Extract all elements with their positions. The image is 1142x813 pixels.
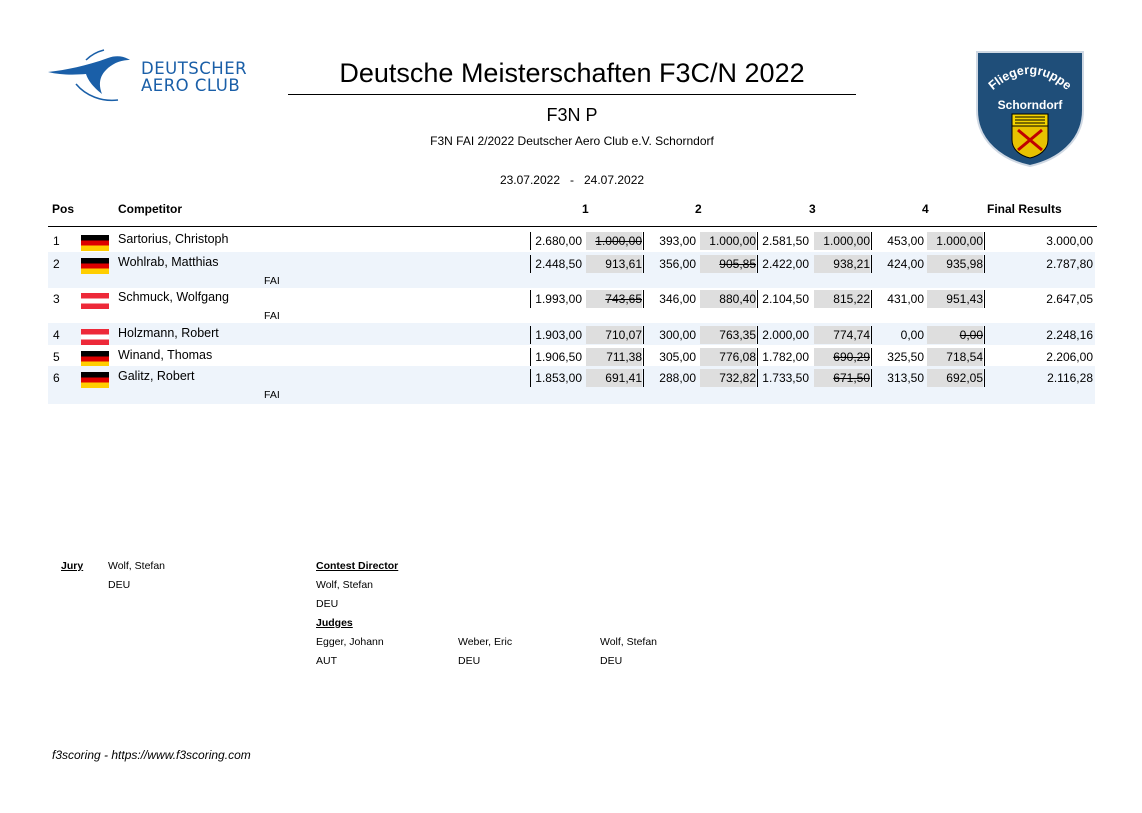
contest-director-label: Contest Director xyxy=(316,560,399,572)
column-separator xyxy=(643,290,644,308)
round-4-normalized-score: 0,00 xyxy=(927,326,983,344)
contest-director-name: Wolf, Stefan xyxy=(316,579,374,591)
table-row xyxy=(48,345,1095,366)
column-header-pos: Pos xyxy=(52,202,75,216)
round-1-raw-score: 2.680,00 xyxy=(535,234,582,248)
column-separator xyxy=(643,232,644,250)
column-separator xyxy=(643,348,644,366)
competitor-name: Winand, Thomas xyxy=(118,348,213,362)
judge-country: AUT xyxy=(316,655,337,667)
round-2-raw-score: 288,00 xyxy=(659,371,696,385)
round-1-normalized-score: 711,38 xyxy=(586,348,642,366)
round-4-raw-score: 313,50 xyxy=(887,371,924,385)
round-3-raw-score: 1.733,50 xyxy=(762,371,809,385)
club-logo-bottom-text: Schorndorf xyxy=(997,98,1063,112)
jury-country: DEU xyxy=(108,579,131,591)
country-flag-icon xyxy=(81,351,109,367)
final-result: 2.787,80 xyxy=(1046,257,1093,271)
org-name-line1: DEUTSCHER xyxy=(141,59,248,78)
judge-country: DEU xyxy=(600,655,623,667)
round-1-normalized-score: 710,07 xyxy=(586,326,642,344)
position-value: 4 xyxy=(53,328,60,342)
round-1-raw-score: 1.993,00 xyxy=(535,292,582,306)
footer-credit: f3scoring - https://www.f3scoring.com xyxy=(52,748,251,762)
country-flag-icon xyxy=(81,235,109,251)
round-1-raw-score: 1.903,00 xyxy=(535,328,582,342)
fai-label: FAI xyxy=(264,389,280,401)
final-result: 3.000,00 xyxy=(1046,234,1093,248)
round-3-raw-score: 1.782,00 xyxy=(762,350,809,364)
round-2-normalized-score: 763,35 xyxy=(700,326,756,344)
column-separator xyxy=(871,232,872,250)
round-3-normalized-score: 1.000,00 xyxy=(814,232,870,250)
final-result: 2.248,16 xyxy=(1046,328,1093,342)
column-header-final-results: Final Results xyxy=(987,202,1062,216)
title-divider xyxy=(288,94,856,95)
column-separator xyxy=(871,326,872,344)
position-value: 2 xyxy=(53,257,60,271)
country-flag-icon xyxy=(81,372,109,388)
final-result: 2.116,28 xyxy=(1047,371,1093,385)
competitor-name: Galitz, Robert xyxy=(118,369,195,383)
round-3-normalized-score: 690,29 xyxy=(814,348,870,366)
competitor-name: Wohlrab, Matthias xyxy=(118,255,219,269)
round-2-raw-score: 393,00 xyxy=(659,234,696,248)
round-3-raw-score: 2.104,50 xyxy=(762,292,809,306)
club-logo-top-text: Fliegergruppe xyxy=(985,62,1075,93)
round-3-normalized-score: 938,21 xyxy=(814,255,870,273)
judges-label: Judges xyxy=(316,617,353,629)
position-value: 1 xyxy=(53,234,60,248)
country-flag-icon xyxy=(81,258,109,274)
competitor-name: Schmuck, Wolfgang xyxy=(118,290,229,304)
round-2-normalized-score: 732,82 xyxy=(700,369,756,387)
fai-label: FAI xyxy=(264,310,280,322)
column-header-round-1: 1 xyxy=(582,202,589,216)
event-name: F3N FAI 2/2022 Deutscher Aero Club e.V. Schorndorf xyxy=(430,134,714,148)
round-1-normalized-score: 913,61 xyxy=(586,255,642,273)
page-title: Deutsche Meisterschaften F3C/N 2022 xyxy=(339,58,805,88)
final-result: 2.647,05 xyxy=(1046,292,1093,306)
event-dates: 23.07.2022 - 24.07.2022 xyxy=(499,173,645,187)
class-subtitle: F3N P xyxy=(546,105,598,125)
round-1-raw-score: 1.853,00 xyxy=(535,371,582,385)
country-flag-icon xyxy=(81,293,109,309)
round-4-raw-score: 0,00 xyxy=(900,328,924,342)
round-1-normalized-score: 691,41 xyxy=(586,369,642,387)
table-row xyxy=(48,323,1095,345)
judge-name: Egger, Johann xyxy=(316,636,384,648)
round-3-raw-score: 2.000,00 xyxy=(762,328,809,342)
fai-label: FAI xyxy=(264,275,280,287)
position-value: 6 xyxy=(53,371,60,385)
jury-name: Wolf, Stefan xyxy=(108,560,166,572)
jury-label: Jury xyxy=(61,560,84,572)
column-separator xyxy=(643,326,644,344)
round-4-normalized-score: 1.000,00 xyxy=(927,232,983,250)
round-1-normalized-score: 1.000,00 xyxy=(586,232,642,250)
column-separator xyxy=(871,290,872,308)
judge-name: Weber, Eric xyxy=(458,636,513,648)
header-divider xyxy=(48,226,1097,227)
country-flag-icon xyxy=(81,329,109,345)
contest-director-country: DEU xyxy=(316,598,339,610)
round-4-normalized-score: 951,43 xyxy=(927,290,983,308)
round-2-raw-score: 300,00 xyxy=(659,328,696,342)
table-row xyxy=(48,287,1095,323)
round-3-normalized-score: 671,50 xyxy=(814,369,870,387)
round-1-raw-score: 1.906,50 xyxy=(535,350,582,364)
column-separator xyxy=(871,369,872,387)
round-3-normalized-score: 815,22 xyxy=(814,290,870,308)
org-name-line2: AERO CLUB xyxy=(141,76,241,95)
column-header-round-4: 4 xyxy=(922,202,929,216)
round-4-normalized-score: 692,05 xyxy=(927,369,983,387)
round-2-normalized-score: 880,40 xyxy=(700,290,756,308)
final-result: 2.206,00 xyxy=(1046,350,1093,364)
round-2-normalized-score: 776,08 xyxy=(700,348,756,366)
round-3-raw-score: 2.422,00 xyxy=(762,257,809,271)
position-value: 5 xyxy=(53,350,60,364)
table-row xyxy=(48,252,1095,288)
judge-name: Wolf, Stefan xyxy=(600,636,658,648)
column-separator xyxy=(643,255,644,273)
round-4-raw-score: 431,00 xyxy=(887,292,924,306)
position-value: 3 xyxy=(53,292,60,306)
column-header-round-2: 2 xyxy=(695,202,702,216)
round-2-normalized-score: 1.000,00 xyxy=(700,232,756,250)
round-4-raw-score: 453,00 xyxy=(887,234,924,248)
table-row xyxy=(48,366,1095,404)
judge-country: DEU xyxy=(458,655,481,667)
round-4-normalized-score: 718,54 xyxy=(927,348,983,366)
column-separator xyxy=(871,348,872,366)
round-2-raw-score: 305,00 xyxy=(659,350,696,364)
round-4-raw-score: 325,50 xyxy=(887,350,924,364)
competitor-name: Holzmann, Robert xyxy=(118,326,219,340)
round-4-normalized-score: 935,98 xyxy=(927,255,983,273)
column-header-round-3: 3 xyxy=(809,202,816,216)
round-2-normalized-score: 905,85 xyxy=(700,255,756,273)
coat-of-arms-icon xyxy=(1012,114,1048,158)
table-row xyxy=(48,229,1095,252)
competitor-name: Sartorius, Christoph xyxy=(118,232,229,246)
round-3-raw-score: 2.581,50 xyxy=(762,234,809,248)
column-separator xyxy=(871,255,872,273)
round-4-raw-score: 424,00 xyxy=(887,257,924,271)
round-2-raw-score: 356,00 xyxy=(659,257,696,271)
org-name xyxy=(141,60,247,94)
club-shield-logo xyxy=(975,50,1085,168)
round-1-raw-score: 2.448,50 xyxy=(535,257,582,271)
eagle-icon xyxy=(46,44,136,106)
deutscher-aero-club-logo xyxy=(46,44,276,106)
round-3-normalized-score: 774,74 xyxy=(814,326,870,344)
round-2-raw-score: 346,00 xyxy=(659,292,696,306)
round-1-normalized-score: 743,65 xyxy=(586,290,642,308)
column-header-competitor: Competitor xyxy=(118,202,182,216)
column-separator xyxy=(643,369,644,387)
